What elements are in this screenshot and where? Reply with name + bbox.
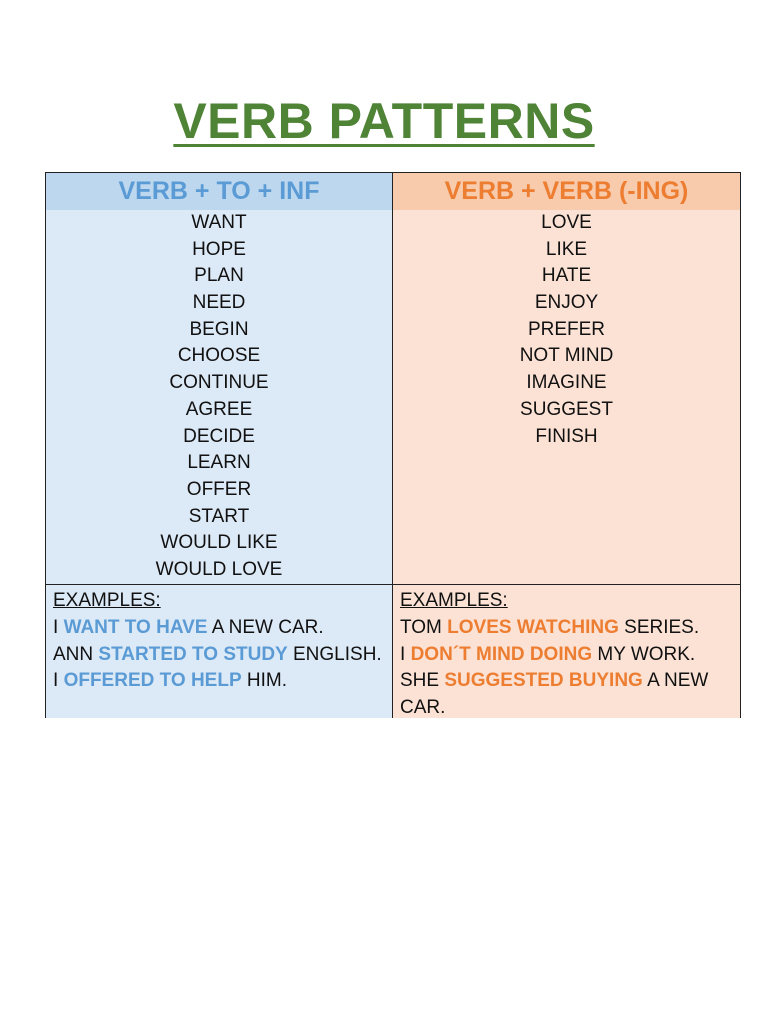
example-sentence — [53, 668, 392, 695]
verb-item: NOT MIND — [519, 345, 614, 367]
verb-item: WOULD LOVE — [155, 558, 283, 580]
example-highlight: SUGGESTED BUYING — [444, 670, 643, 692]
example-text: A NEW CAR. — [207, 616, 324, 638]
example-text: ANN — [53, 643, 99, 665]
verb-item: LIKE — [545, 238, 588, 260]
verb-item: WANT — [191, 212, 247, 233]
verb-item: HOPE — [192, 238, 246, 260]
verb-item: AGREE — [185, 398, 253, 420]
gerund-column — [393, 173, 740, 584]
infinitive-column — [46, 173, 393, 584]
example-sentence — [53, 642, 392, 669]
example-highlight: WANT TO HAVE — [63, 616, 208, 638]
infinitive-verb-list — [46, 210, 392, 584]
verb-item: START — [188, 505, 250, 527]
example-text: I — [400, 643, 411, 665]
verb-item: OFFER — [186, 478, 252, 500]
example-highlight: LOVES WATCHING — [447, 616, 619, 638]
examples-label: EXAMPLES: — [400, 590, 508, 611]
verb-item: LEARN — [187, 452, 251, 474]
example-text: MY WORK. — [592, 643, 696, 665]
example-sentence — [400, 642, 740, 669]
examples-label: EXAMPLES: — [53, 590, 161, 611]
verb-item: CHOOSE — [177, 345, 261, 367]
gerund-header: VERB + VERB (-ING) — [393, 173, 740, 210]
example-sentence — [400, 668, 740, 722]
verb-item: FINISH — [535, 425, 598, 447]
example-highlight: STARTED TO STUDY — [98, 643, 288, 665]
verb-item: CONTINUE — [169, 372, 269, 394]
verb-item: NEED — [192, 292, 246, 314]
verb-item: LOVE — [541, 212, 592, 233]
verb-item: SUGGEST — [520, 398, 613, 420]
infinitive-examples — [46, 584, 393, 718]
gerund-examples — [393, 584, 740, 718]
example-text: SERIES. — [618, 616, 700, 638]
verb-item: DECIDE — [183, 425, 255, 447]
example-text: TOM — [400, 616, 448, 638]
verb-item: PLAN — [194, 265, 244, 287]
verb-patterns-table — [45, 172, 741, 718]
verb-item: IMAGINE — [526, 372, 607, 394]
example-sentence — [400, 615, 740, 642]
verb-item: PREFER — [527, 318, 606, 340]
example-highlight: OFFERED TO HELP — [63, 670, 242, 692]
gerund-verb-list — [393, 210, 740, 450]
example-text: HIM. — [241, 670, 288, 692]
example-highlight: DON´T MIND DOING — [410, 643, 593, 665]
example-text: A NEW CAR. — [400, 670, 709, 719]
example-sentence — [53, 615, 392, 642]
example-text: ENGLISH. — [287, 643, 382, 665]
example-text: I — [53, 670, 64, 692]
page-title: VERB PATTERNS — [173, 93, 595, 149]
verb-item: WOULD LIKE — [160, 532, 278, 554]
verb-item: ENJOY — [534, 292, 599, 314]
verb-item: BEGIN — [189, 318, 249, 340]
verb-item: HATE — [541, 265, 592, 287]
example-text: SHE — [400, 670, 445, 692]
example-text: I — [53, 616, 64, 638]
infinitive-header: VERB + TO + INF — [46, 173, 392, 210]
